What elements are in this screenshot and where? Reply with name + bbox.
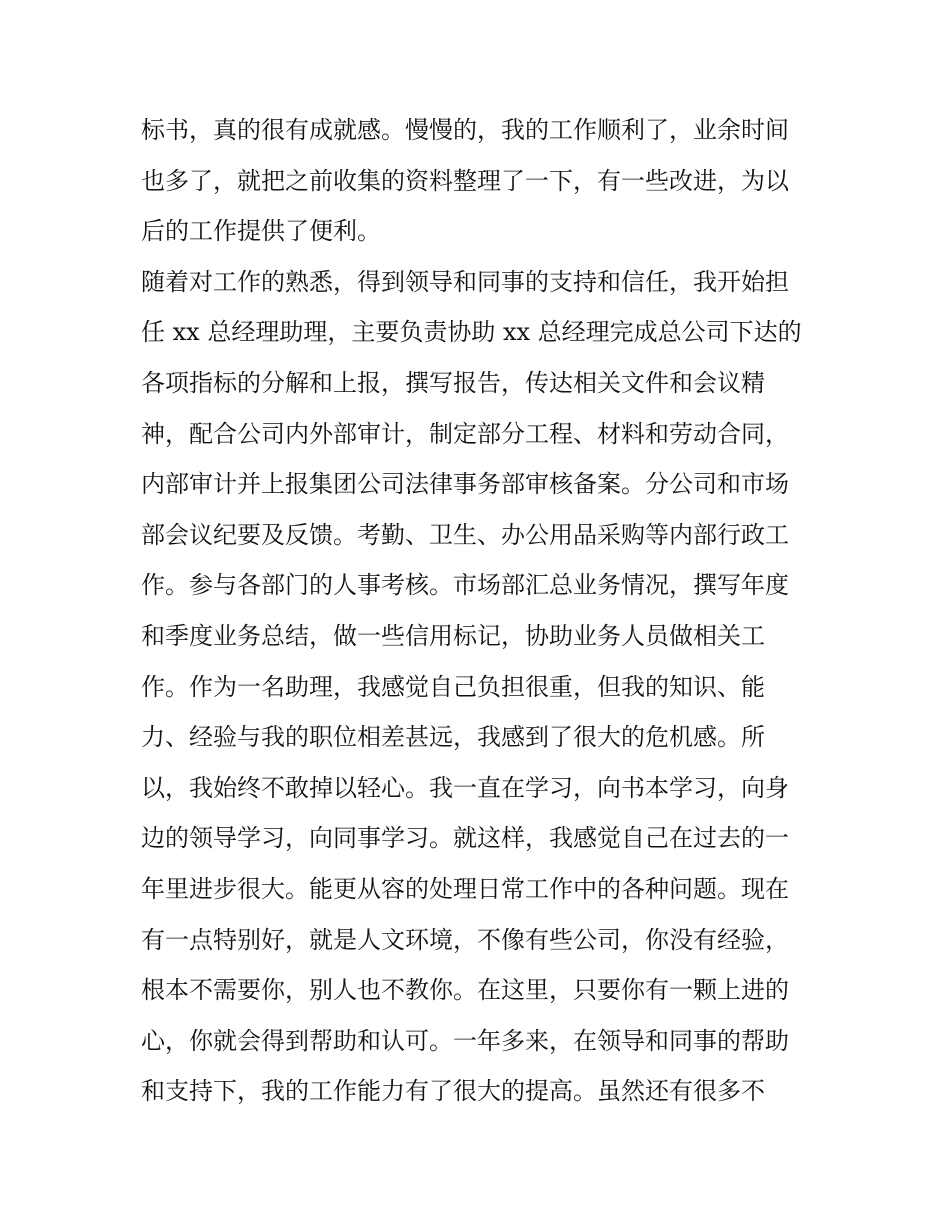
text-line-4: 随着对工作的熟悉，得到领导和同事的支持和信任，我开始担 — [141, 267, 789, 296]
text-line-20: 和支持下，我的工作能力有了很大的提高。虽然还有很多不 — [141, 1077, 765, 1106]
text-line-5: 任 xx 总经理助理，主要负责协助 xx 总经理完成总公司下达的 — [141, 318, 802, 347]
text-line-9: 部会议纪要及反馈。考勤、卫生、办公用品采购等内部行政工 — [141, 520, 789, 549]
text-line-13: 力、经验与我的职位相差甚远，我感到了很大的危机感。所 — [141, 723, 765, 752]
body-text — [141, 105, 831, 1117]
text-line-1: 标书，真的很有成就感。慢慢的，我的工作顺利了，业余时间 — [141, 116, 789, 144]
text-line-15: 边的领导学习，向同事学习。就这样，我感觉自己在过去的一 — [141, 824, 789, 853]
text-line-8: 内部审计并上报集团公司法律事务部审核备案。分公司和市场 — [141, 470, 789, 499]
text-line-2: 也多了，就把之前收集的资料整理了一下，有一些改进，为以 — [141, 166, 789, 195]
text-line-7: 神，配合公司内外部审计，制定部分工程、材料和劳动合同， — [141, 419, 789, 448]
text-line-19: 心，你就会得到帮助和认可。一年多来，在领导和同事的帮助 — [141, 1026, 789, 1055]
text-line-16: 年里进步很大。能更从容的处理日常工作中的各种问题。现在 — [141, 874, 789, 903]
text-line-6: 各项指标的分解和上报，撰写报告，传达相关文件和会议精 — [141, 368, 765, 397]
text-line-10: 作。参与各部门的人事考核。市场部汇总业务情况，撰写年度 — [141, 571, 789, 600]
text-line-18: 根本不需要你，别人也不教你。在这里，只要你有一颗上进的 — [141, 976, 789, 1005]
text-line-12: 作。作为一名助理，我感觉自己负担很重，但我的知识、能 — [141, 672, 765, 701]
text-line-14: 以，我始终不敢掉以轻心。我一直在学习，向书本学习，向身 — [141, 773, 789, 802]
text-line-17: 有一点特别好，就是人文环境，不像有些公司，你没有经验， — [141, 925, 789, 954]
text-line-3: 后的工作提供了便利。 — [141, 217, 381, 246]
text-line-11: 和季度业务总结，做一些信用标记，协助业务人员做相关工 — [141, 621, 765, 650]
